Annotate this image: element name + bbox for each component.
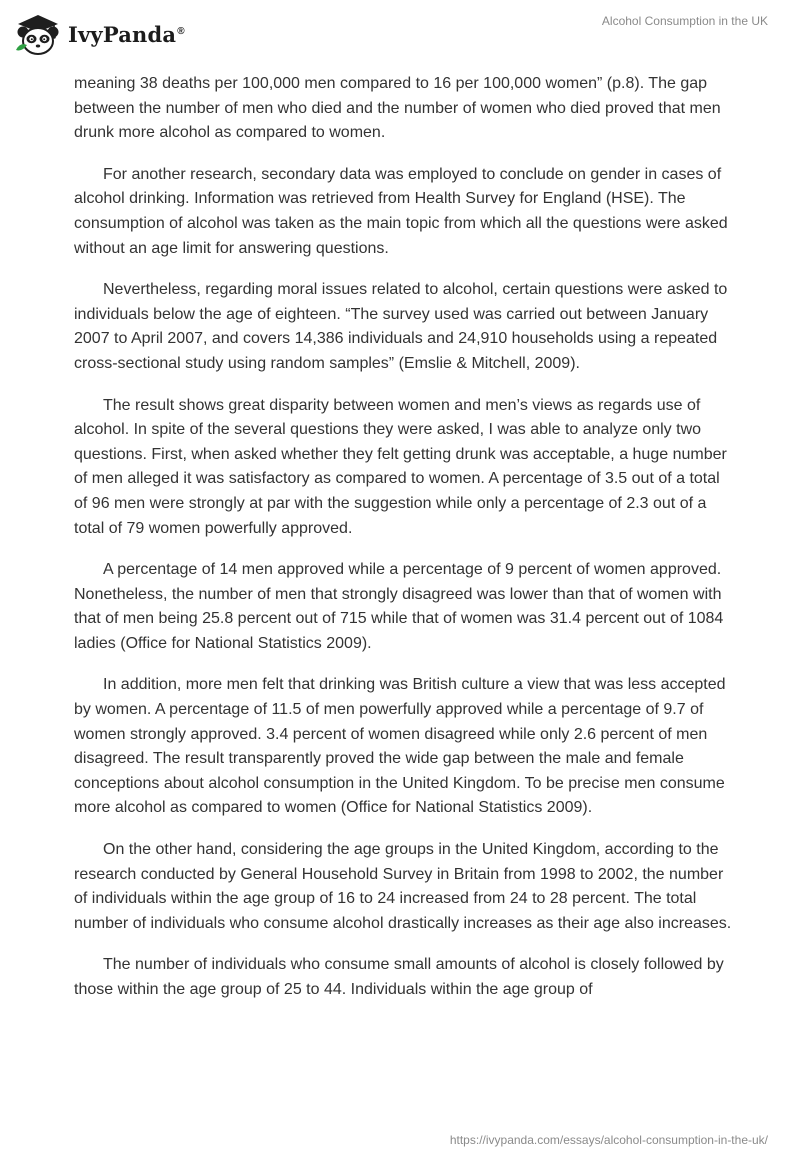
document-title: Alcohol Consumption in the UK	[601, 14, 768, 28]
brand-name: IvyPanda®	[68, 21, 185, 47]
paragraph: On the other hand, considering the age groups in the United Kingdom, according to the research conducted by General Household Survey in Britain from 1998 to 2002, the number of individuals within the age group of 16 to 24 increased from 24 to 28 percent. The total number of individuals who consume alcohol drastically increases as their age also increases.	[74, 841, 732, 932]
paragraph: For another research, secondary data was employed to conclude on gender in cases of alcohol drinking. Information was retrieved from Health Survey for England (HSE). The consumption of alcohol was taken as the main topic from which all the questions were asked without an age limit for answering questions.	[74, 165, 728, 257]
source-url[interactable]: https://ivypanda.com/essays/alcohol-consumption-in-the-uk/	[449, 1133, 768, 1147]
panda-graduate-icon	[14, 10, 62, 56]
ivypanda-logo[interactable]	[14, 10, 185, 56]
registered-mark: ®	[177, 25, 185, 37]
essay-body	[74, 72, 734, 1020]
paragraph: In addition, more men felt that drinking was British culture a view that was less accepted by women. A percentage of 11.5 of men powerfully approved while a percentage of 9.7 of women strongly approved. 3.4 percent of women disagreed while only 2.6 percent of men disagreed. The result transparently proved the wide gap between the male and female conceptions about alcohol consumption in the United Kingdom. To be precise men consume more alcohol as compared to women (Office for National Statistics 2009).	[74, 676, 726, 817]
paragraph: The number of individuals who consume small amounts of alcohol is closely followed by those within the age group of 25 to 44. Individuals within the age group of	[74, 956, 724, 998]
page-header	[0, 0, 800, 70]
paragraph: The result shows great disparity between women and men’s views as regards use of alcohol. In spite of the several questions they were asked, I was able to analyze only two questions. First, when asked whether they felt getting drunk was acceptable, a huge number of men alleged it was satisfactory as compared to women. A percentage of 3.5 out of a total of 96 men were strongly at par with the suggestion while only a percentage of 2.3 out of a total of 79 women powerfully approved.	[74, 396, 727, 537]
paragraph: meaning 38 deaths per 100,000 men compared to 16 per 100,000 women” (p.8). The gap between the number of men who died and the number of women who died proved that men drunk more alcohol as compared to women.	[74, 75, 721, 142]
paragraph: A percentage of 14 men approved while a percentage of 9 percent of women approved. Nonetheless, the number of men that strongly disagreed was lower than that of women with that of men being 25.8 percent out of 715 while that of women was 31.4 percent out of 1084 ladies (Office for National Statistics 2009).	[74, 561, 724, 652]
paragraph: Nevertheless, regarding moral issues related to alcohol, certain questions were asked to individuals below the age of eighteen. “The survey used was carried out between January 2007 to April 2007, and covers 14,386 individuals and 24,910 households using a repeated cross-sectional study using random samples” (Emslie & Mitchell, 2009).	[74, 281, 728, 372]
